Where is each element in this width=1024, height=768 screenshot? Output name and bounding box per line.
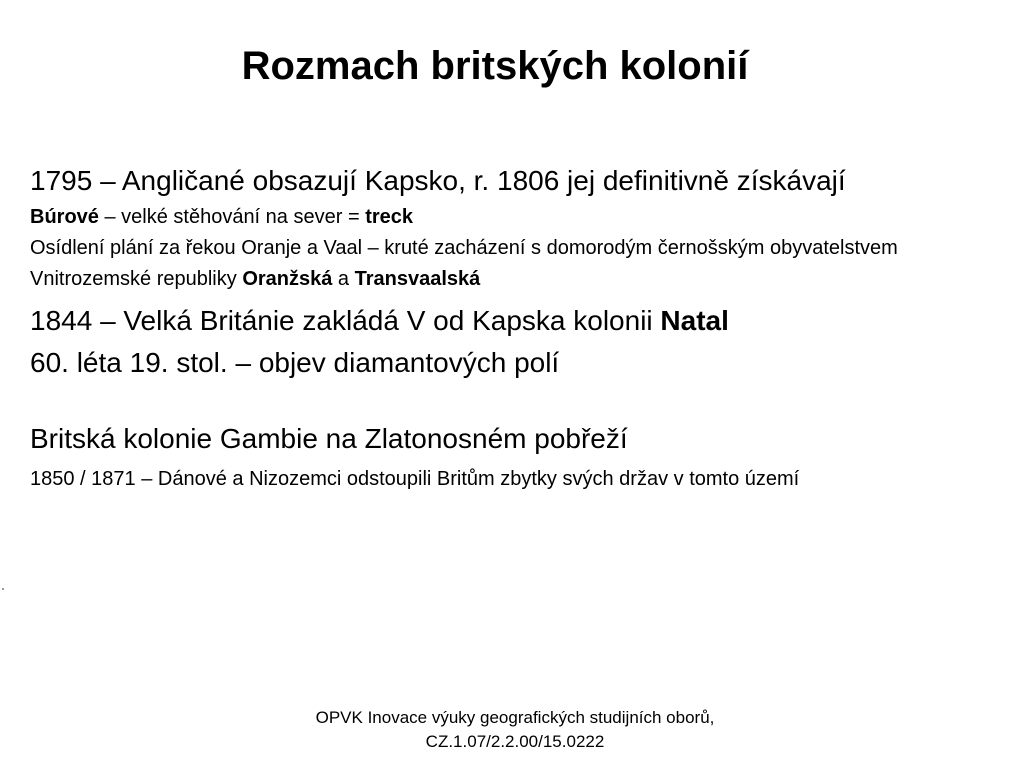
paragraph-burove: [30, 202, 990, 232]
natal-bold: Natal: [660, 305, 729, 336]
oranzska-bold: Oranžská: [242, 268, 333, 290]
paragraph-natal: [30, 302, 990, 340]
burove-text: – velké stěhování na sever =: [98, 206, 366, 228]
paragraph-osidleni: Osídlení plání za řekou Oranje a Vaal – kruté zacházení s domorodým černošským obyvatelstvem: [30, 237, 898, 259]
footer-line-1: OPVK Inovace výuky geografických studijních oborů,: [315, 708, 715, 727]
slide-title: Rozmach britských kolonií: [241, 44, 749, 88]
slide-content: [30, 162, 990, 494]
paragraph-danove: 1850 / 1871 – Dánové a Nizozemci odstoupili Britům zbytky svých držav v tomto území: [30, 468, 800, 490]
slide-footer: [210, 706, 820, 754]
footer-line-2: CZ.1.07/2.2.00/15.0222: [425, 732, 605, 751]
transvaalska-bold: Transvaalská: [354, 268, 481, 290]
edge-mark: [2, 588, 4, 590]
paragraph-gambie: Britská kolonie Gambie na Zlatonosném pobřeží: [30, 423, 628, 454]
treck-bold: treck: [365, 206, 413, 228]
paragraph-republiky: [30, 264, 990, 294]
republiky-conj: a: [332, 268, 355, 290]
paragraph-kapsko: 1795 – Angličané obsazují Kapsko, r. 1806 jej definitivně získávají: [30, 165, 846, 196]
paragraph-diamanty: 60. léta 19. stol. – objev diamantových polí: [30, 347, 560, 378]
natal-text: 1844 – Velká Británie zakládá V od Kapska kolonii: [30, 305, 661, 336]
republiky-text: Vnitrozemské republiky: [30, 268, 243, 290]
burove-bold: Búrové: [30, 206, 99, 228]
